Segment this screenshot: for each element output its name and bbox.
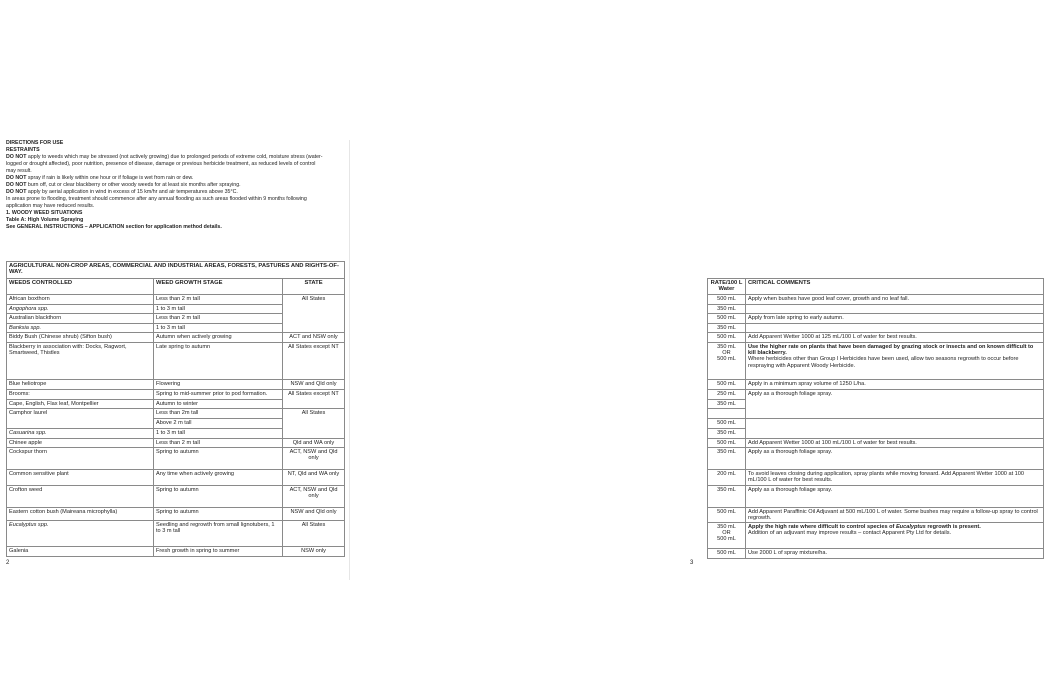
comment: Apply from late spring to early autumn. <box>746 314 1044 324</box>
comment: Apply as a thorough foliage spray. <box>746 390 1044 419</box>
weed-name: Chinee apple <box>7 439 154 448</box>
rate: 350 mL <box>708 305 746 314</box>
col-weeds-controlled: WEEDS CONTROLLED <box>7 279 154 295</box>
comment <box>746 305 1044 314</box>
state: NT, Qld and WA only <box>283 470 345 486</box>
growth-stage: Autumn to winter <box>154 400 283 409</box>
rate: 350 mL <box>708 400 746 409</box>
weed-name: Angophora spp. <box>7 305 154 314</box>
growth-stage: Autumn when actively growing <box>154 333 283 343</box>
rate: 500 mL <box>708 508 746 523</box>
weed-name: Brooms: <box>7 390 154 400</box>
col-rate: RATE/100 L Water <box>708 279 746 295</box>
flooding-note: In areas prone to flooding, treatment should commence after any annual flooding as such areas flooded within 9 months following application may have reduced results. <box>6 196 307 209</box>
weed-name: Banksia spp. <box>7 324 154 333</box>
state: ACT, NSW and Qld only <box>283 486 345 508</box>
state: NSW and Qld only <box>283 380 345 390</box>
state: ACT and NSW only <box>283 333 345 343</box>
weed-name: Cape, English, Flax leaf, Montpellier <box>7 400 154 409</box>
rate: 350 mL <box>708 429 746 439</box>
col-growth-stage: WEED GROWTH STAGE <box>154 279 283 295</box>
weed-table <box>6 261 345 557</box>
growth-stage: Less than 2m tall <box>154 409 283 419</box>
comment: Use the higher rate on plants that have been damaged by grazing stock or insects and on known difficult to kill blackberry. Where herbicides other than Group I Herbicides have been used, allow two seasons regrowth to occur before respraying with Apparent Woody Herbicide. <box>746 343 1044 380</box>
weed-name: Eucalyptus spp. <box>7 521 154 547</box>
growth-stage: Spring to mid-summer prior to pod formation. <box>154 390 283 400</box>
rate: 500 mL <box>708 333 746 343</box>
rate-table <box>707 278 1044 559</box>
growth-stage: Any time when actively growing <box>154 470 283 486</box>
rate: 500 mL <box>708 295 746 305</box>
weed-name: Crofton weed <box>7 486 154 508</box>
col-critical-comments: CRITICAL COMMENTS <box>746 279 1044 295</box>
growth-stage: 1 to 3 m tall <box>154 429 283 439</box>
growth-stage: 1 to 3 m tall <box>154 305 283 314</box>
weed-name: Casuarina spp. <box>7 429 154 439</box>
area-header: AGRICULTURAL NON-CROP AREAS, COMMERCIAL AND INDUSTRIAL AREAS, FORESTS, PASTURES AND RIGHTS-OF-WAY. <box>7 262 345 279</box>
state: All States except NT <box>283 343 345 380</box>
comment <box>746 324 1044 333</box>
comment: Apply the high rate where difficult to control species of Eucalyptus regrowth is present. Addition of an adjuvant may improve results – contact Apparent Pty Ltd for details. <box>746 523 1044 549</box>
growth-stage: Seedling and regrowth from small lignotubers, 1 to 3 m tall <box>154 521 283 547</box>
growth-stage: Spring to autumn <box>154 448 283 470</box>
comment: Add Apparent Paraffinic Oil Adjuvant at 500 mL/100 L of water. Some bushes may require a follow-up spray to control regrowth. <box>746 508 1044 523</box>
weed-name: Common sensitive plant <box>7 470 154 486</box>
growth-stage: Less than 2 m tall <box>154 295 283 305</box>
growth-stage: Less than 2 m tall <box>154 314 283 324</box>
restraint-4: DO NOT apply by aerial application in wind in excess of 15 km/hr and air temperatures above 35°C. <box>6 189 238 195</box>
restraint-2: DO NOT spray if rain is likely within one hour or if foliage is wet from rain or dew. <box>6 175 194 181</box>
comment: Apply as a thorough foliage spray. <box>746 448 1044 470</box>
comment: To avoid leaves closing during application, spray plants while moving forward. Add Apparent Wetter 1000 at 100 mL/100 L of water for best results. <box>746 470 1044 486</box>
rate <box>708 409 746 419</box>
growth-stage: 1 to 3 m tall <box>154 324 283 333</box>
rate: 500 mL <box>708 419 746 429</box>
state: All States except NT <box>283 390 345 409</box>
rate: 200 mL <box>708 470 746 486</box>
general-instructions-note: See GENERAL INSTRUCTIONS – APPLICATION section for application method details. <box>6 224 222 230</box>
page-number-left: 2 <box>6 560 10 566</box>
state: All States <box>283 295 345 333</box>
weed-name: Biddy Bush (Chinese shrub) (Sifton bush) <box>7 333 154 343</box>
rate: 250 mL <box>708 390 746 400</box>
right-page <box>350 0 1038 700</box>
weed-name: Camphor laurel <box>7 409 154 429</box>
comment: Add Apparent Wetter 1000 at 100 mL/100 L of water for best results. <box>746 439 1044 448</box>
state: NSW only <box>283 547 345 557</box>
rate: 350 mL <box>708 486 746 508</box>
rate: 350 mL <box>708 448 746 470</box>
weed-name: Blue heliotrope <box>7 380 154 390</box>
growth-stage: Spring to autumn <box>154 486 283 508</box>
rate: 350 mL <box>708 324 746 333</box>
growth-stage: Late spring to autumn <box>154 343 283 380</box>
state: ACT, NSW and Qld only <box>283 448 345 470</box>
directions-intro <box>6 140 326 231</box>
comment: Apply in a minimum spray volume of 1250 L/ha. <box>746 380 1044 390</box>
comment: Use 2000 L of spray mixture/ha. <box>746 549 1044 559</box>
restraint-3: DO NOT burn off, cut or clear blackberry or other woody weeds for at least six months after spraying. <box>6 182 241 188</box>
section-heading: 1. WOODY WEED SITUATIONS <box>6 210 83 216</box>
state: NSW and Qld only <box>283 508 345 521</box>
state: All States <box>283 521 345 547</box>
comment <box>746 419 1044 439</box>
rate: 500 mL <box>708 439 746 448</box>
rate: 500 mL <box>708 314 746 324</box>
col-state: STATE <box>283 279 345 295</box>
rate: 500 mL <box>708 380 746 390</box>
growth-stage: Fresh growth in spring to summer <box>154 547 283 557</box>
growth-stage: Above 2 m tall <box>154 419 283 429</box>
comment: Add Apparent Wetter 1000 at 125 mL/100 L of water for best results. <box>746 333 1044 343</box>
restraint-1: DO NOT apply to weeds which may be stressed (not actively growing) due to prolonged periods of extreme cold, moisture stress (water-logged or drought affected), poor nutrition, presence of disease, damage or previous herbicide treatment, as reduced levels of control may result. <box>6 154 323 174</box>
rate-range: 350 mL OR 500 mL <box>708 523 746 549</box>
growth-stage: Spring to autumn <box>154 508 283 521</box>
page-number-right: 3 <box>690 560 694 566</box>
growth-stage: Less than 2 m tall <box>154 439 283 448</box>
weed-name: Blackberry in association with: Docks, Ragwort, Smartweed, Thistles <box>7 343 154 380</box>
comment: Apply when bushes have good leaf cover, growth and no leaf fall. <box>746 295 1044 305</box>
heading-directions: DIRECTIONS FOR USE <box>6 140 64 146</box>
weed-name: Eastern cotton bush (Maireana microphylla) <box>7 508 154 521</box>
rate-range: 350 mL OR 500 mL <box>708 343 746 380</box>
left-page <box>0 0 350 700</box>
comment: Apply as a thorough foliage spray. <box>746 486 1044 508</box>
weed-name: Cockspur thorn <box>7 448 154 470</box>
rate: 500 mL <box>708 549 746 559</box>
weed-name: Galenia <box>7 547 154 557</box>
state: All States <box>283 409 345 439</box>
heading-restraints: RESTRAINTS <box>6 147 40 153</box>
weed-name: African boxthorn <box>7 295 154 305</box>
weed-name: Australian blackthorn <box>7 314 154 324</box>
growth-stage: Flowering <box>154 380 283 390</box>
table-title: Table A: High Volume Spraying <box>6 217 84 223</box>
state: Qld and WA only <box>283 439 345 448</box>
